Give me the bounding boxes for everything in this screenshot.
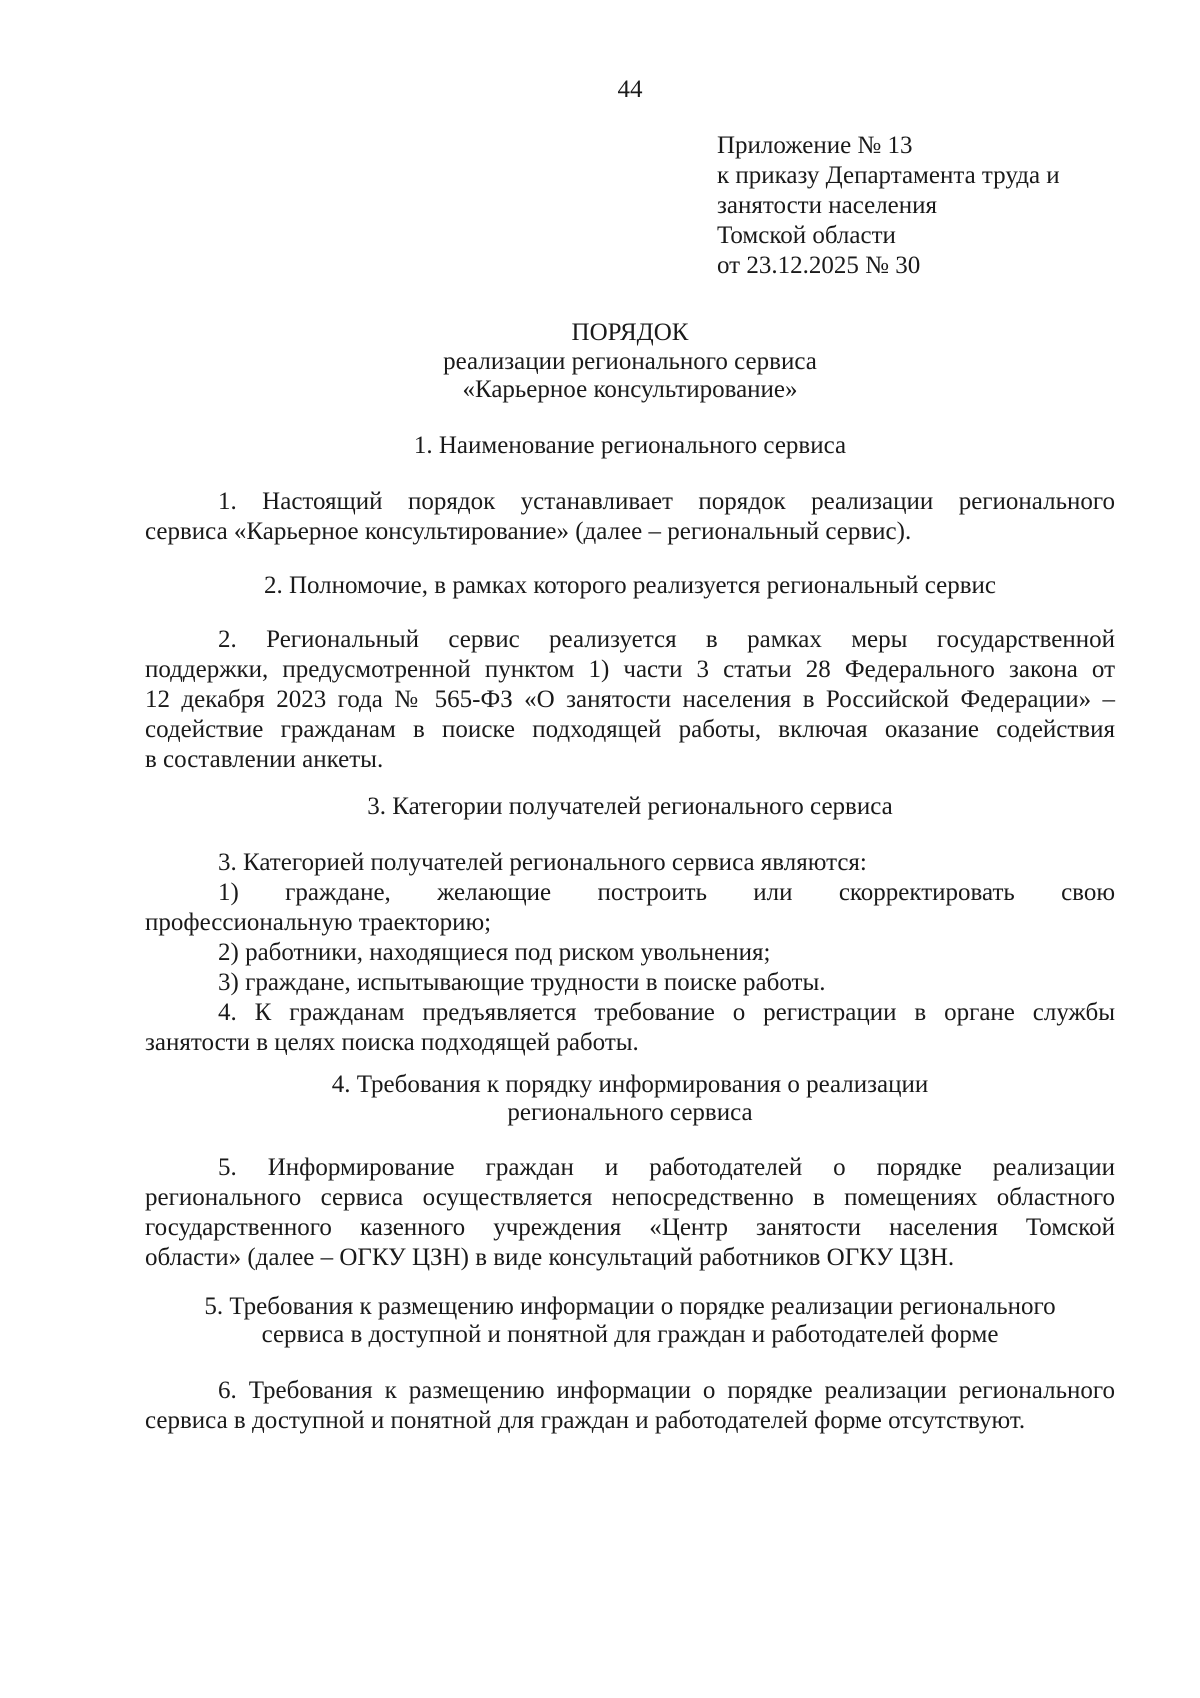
appendix-line: Приложение № 13 — [717, 132, 913, 159]
section-heading: 1. Наименование регионального сервиса — [413, 432, 847, 459]
paragraph-line: сервиса «Карьерное консультирование» (далее – региональный сервис). — [145, 518, 912, 545]
section-heading: 5. Требования к размещению информации о порядке реализации регионального — [204, 1293, 1056, 1320]
list-item: 3) граждане, испытывающие трудности в поиске работы. — [218, 969, 826, 996]
paragraph-6 — [145, 1376, 1115, 1436]
document-subtitle: реализации регионального сервиса — [443, 348, 817, 375]
paragraph-line: 3. Категорией получателей регионального сервиса являются: — [218, 849, 867, 876]
appendix-line: занятости населения — [717, 192, 938, 219]
section-heading: 3. Категории получателей регионального сервиса — [367, 793, 893, 820]
page-number: 44 — [617, 76, 643, 103]
paragraph-line: поддержки, предусмотренной пунктом 1) части 3 статьи 28 Федерального закона от — [145, 656, 1115, 683]
list-item: 1) граждане, желающие построить или скорректировать свою — [218, 879, 1115, 906]
appendix-line: от 23.12.2025 № 30 — [717, 252, 921, 279]
paragraph-line: регионального сервиса осуществляется непосредственно в помещениях областного — [145, 1184, 1115, 1211]
paragraph-1 — [145, 487, 1115, 547]
document-subtitle: «Карьерное консультирование» — [462, 376, 798, 403]
paragraph-5 — [145, 1153, 1115, 1273]
paragraph-line: занятости в целях поиска подходящей работы. — [145, 1029, 639, 1056]
paragraph-line: сервиса в доступной и понятной для граждан и работодателей форме отсутствуют. — [145, 1407, 1026, 1434]
paragraph-line: 2. Региональный сервис реализуется в рамках меры государственной — [218, 626, 1115, 653]
appendix-block — [717, 131, 1157, 281]
paragraph-line: содействие гражданам в поиске подходящей работы, включая оказание содействия — [145, 716, 1115, 743]
paragraph-line: в составлении анкеты. — [145, 746, 384, 773]
paragraph-3 — [145, 848, 1115, 1058]
appendix-line: Томской области — [717, 222, 896, 249]
paragraph-line: государственного казенного учреждения «Центр занятости населения Томской — [145, 1214, 1115, 1241]
paragraph-line: 12 декабря 2023 года № 565-ФЗ «О занятости населения в Российской Федерации» – — [145, 686, 1115, 713]
section-heading: сервиса в доступной и понятной для граждан и работодателей форме — [261, 1321, 999, 1348]
document-title: ПОРЯДОК — [571, 319, 689, 346]
section-heading: 2. Полномочие, в рамках которого реализуется региональный сервис — [263, 572, 997, 599]
paragraph-line: области» (далее – ОГКУ ЦЗН) в виде консультаций работников ОГКУ ЦЗН. — [145, 1244, 955, 1271]
list-item: профессиональную траекторию; — [145, 909, 492, 936]
appendix-line: к приказу Департамента труда и — [717, 162, 1060, 189]
section-heading: 4. Требования к порядку информирования о реализации — [331, 1071, 929, 1098]
section-heading: регионального сервиса — [507, 1099, 753, 1126]
paragraph-line: 6. Требования к размещению информации о порядке реализации регионального — [218, 1377, 1115, 1404]
list-item: 2) работники, находящиеся под риском увольнения; — [218, 939, 771, 966]
paragraph-line: 1. Настоящий порядок устанавливает порядок реализации регионального — [218, 488, 1115, 515]
paragraph-2 — [145, 625, 1115, 775]
paragraph-line: 4. К гражданам предъявляется требование о регистрации в органе службы — [218, 999, 1115, 1026]
paragraph-line: 5. Информирование граждан и работодателей о порядке реализации — [218, 1154, 1115, 1181]
